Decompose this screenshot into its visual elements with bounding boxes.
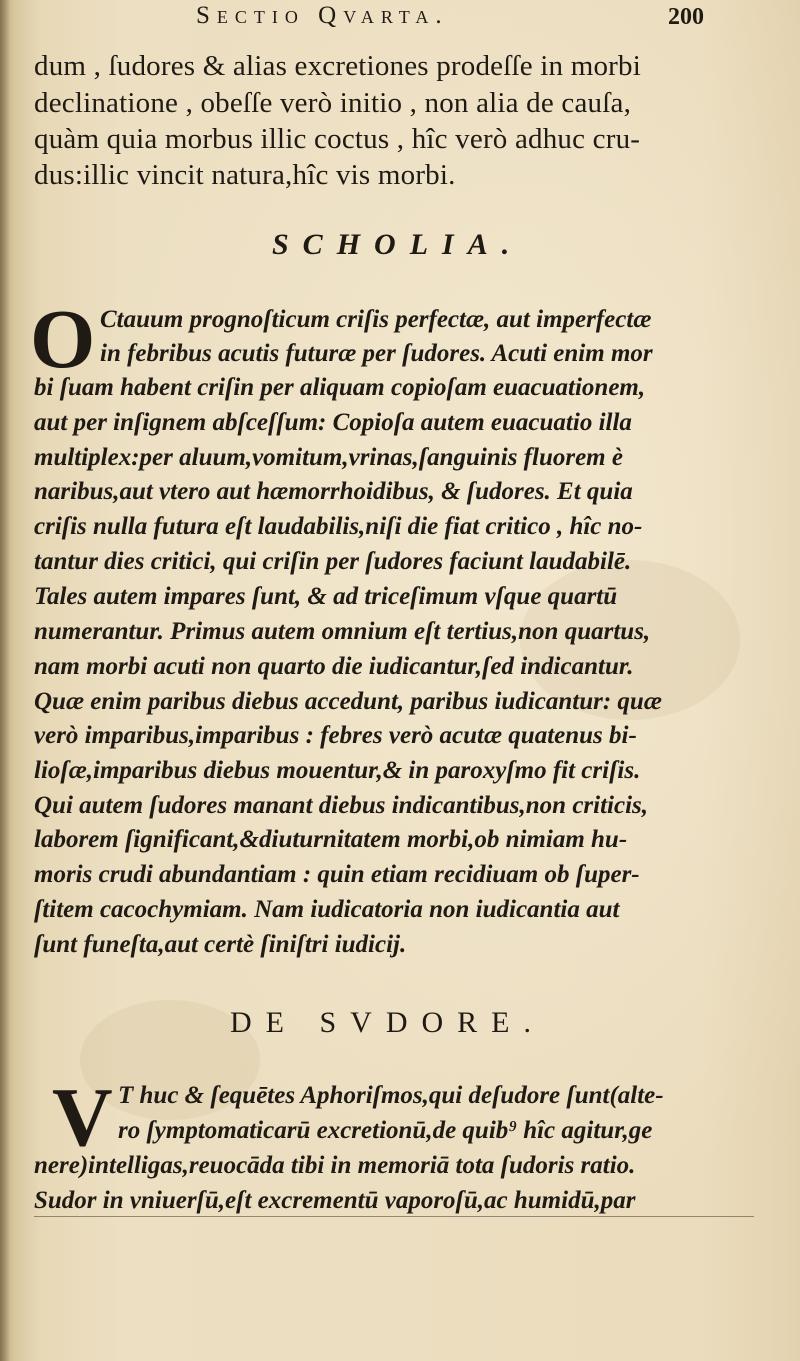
scholia-line: verò imparibus,imparibus : febres verò acutæ quatenus bi- bbox=[34, 722, 637, 749]
running-head bbox=[0, 0, 800, 40]
body-line: dum , ſudores & alias excretiones prodeſſe in morbi bbox=[34, 50, 641, 82]
scholia-line: nam morbi acuti non quarto die iudicantur,ſed indicantur. bbox=[34, 653, 634, 680]
scholia-line: naribus,aut vtero aut hæmorrhoidibus, & ſudores. Et quia bbox=[34, 478, 633, 505]
scholia-line: criſis nulla futura eſt laudabilis,niſi die fiat critico , hîc no- bbox=[34, 513, 643, 540]
desudore-line: nere)intelligas,reuocāda tibi in memoriā tota ſudoris ratio. bbox=[34, 1152, 636, 1179]
de-sudore-heading: DE SVDORE. bbox=[230, 1006, 546, 1039]
scholia-line: numerantur. Primus autem omnium eſt tertius,non quartus, bbox=[34, 618, 651, 645]
scholia-line: laborem ſignificant,&diuturnitatem morbi,ob nimiam hu- bbox=[34, 826, 628, 853]
page-edge-shadow bbox=[0, 0, 10, 1361]
scholia-line: bi ſuam habent criſin per aliquam copioſam euacuationem, bbox=[34, 374, 646, 401]
scholia-line: lioſæ,imparibus diebus mouentur,& in paroxyſmo fit criſis. bbox=[34, 757, 641, 784]
desudore-line: Sudor in vniuerſū,eſt excrementū vaporoſū,ac humidū,par bbox=[34, 1187, 636, 1214]
body-line: declinatione , obeſſe verò initio , non alia de cauſa, bbox=[34, 87, 632, 119]
scholia-line: multiplex:per aluum,vomitum,vrinas,ſanguinis fluorem è bbox=[34, 444, 623, 471]
scholia-line: Qui autem ſudores manant diebus indicantibus,non criticis, bbox=[34, 792, 649, 819]
scholia-line: Tales autem impares ſunt, & ad triceſimum vſque quartū bbox=[34, 583, 618, 610]
drop-cap-initial: O bbox=[30, 293, 96, 386]
scholia-line: ſtitem cacochymiam. Nam iudicatoria non iudicantia aut bbox=[34, 896, 620, 923]
bottom-rule bbox=[34, 1216, 754, 1217]
desudore-line: ro ſymptomaticarū excretionū,de quib⁹ hîc agitur,ge bbox=[118, 1117, 653, 1144]
scholia-line: Quæ enim paribus diebus accedunt, paribus iudicantur: quæ bbox=[34, 688, 662, 715]
scholia-heading: SCHOLIA. bbox=[272, 228, 524, 261]
drop-cap-initial: V bbox=[52, 1071, 113, 1164]
scholia-line: tantur dies critici, qui criſin per ſudores faciunt laudabilē. bbox=[34, 548, 632, 575]
desudore-line: T huc & ſequētes Aphoriſmos,qui deſudore ſunt(alte- bbox=[118, 1082, 664, 1109]
scholia-line: Ctauum prognoſticum criſis perfectæ, aut imperfectæ bbox=[100, 306, 652, 333]
scholia-line: ſunt funeſta,aut certè ſiniſtri iudicij. bbox=[34, 931, 407, 958]
running-head-title: Sectio Qvarta. bbox=[196, 2, 449, 29]
body-line: dus:illic vincit natura,hîc vis morbi. bbox=[34, 159, 456, 191]
scholia-line: in febribus acutis futuræ per ſudores. Acuti enim mor bbox=[100, 340, 653, 367]
scholia-line: aut per inſignem abſceſſum: Copioſa autem euacuatio illa bbox=[34, 409, 632, 436]
body-line: quàm quia morbus illic coctus , hîc verò adhuc cru- bbox=[34, 123, 641, 155]
scholia-line: moris crudi abundantiam : quin etiam recidiuam ob ſuper- bbox=[34, 861, 640, 888]
page-number: 200 bbox=[668, 4, 704, 30]
